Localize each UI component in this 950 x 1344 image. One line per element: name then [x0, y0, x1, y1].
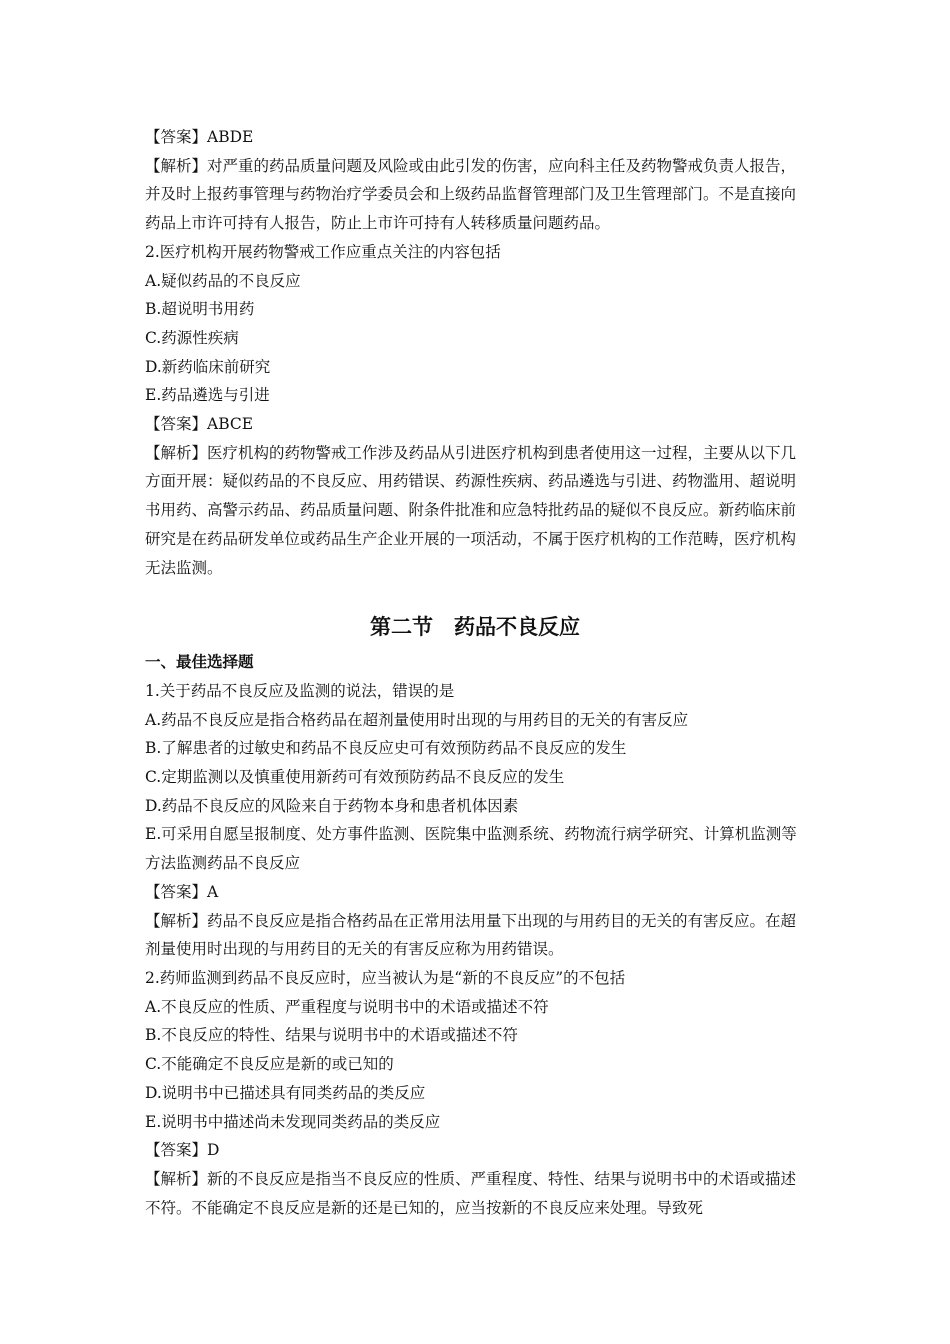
question-stem: 2.药师监测到药品不良反应时，应当被认为是“新的不良反应”的不包括 — [145, 968, 626, 987]
question-stem: 1.关于药品不良反应及监测的说法，错误的是 — [145, 681, 455, 700]
option-d: D.新药临床前研究 — [145, 357, 271, 376]
option-e: E.药品遴选与引进 — [145, 386, 270, 405]
option-c: C.药源性疾病 — [145, 328, 239, 347]
document-page — [145, 123, 805, 1222]
option-d: D.药品不良反应的风险来自于药物本身和患者机体因素 — [145, 796, 519, 815]
analysis-paragraph: 【解析】新的不良反应是指当不良反应的性质、严重程度、特性、结果与说明书中的术语或描述不符。不能确定不良反应是新的还是已知的，应当按新的不良反应来处理。导致死 — [145, 1169, 797, 1217]
option-d: D.说明书中已描述具有同类药品的类反应 — [145, 1083, 426, 1102]
analysis-paragraph: 【解析】对严重的药品质量问题及风险或由此引发的伤害，应向科主任及药物警戒负责人报告，并及时上报药事管理与药物治疗学委员会和上级药品监督管理部门及卫生管理部门。不是直接向药品上市许可持有人报告，防止上市许可持有人转移质量问题药品。 — [145, 156, 797, 233]
option-b: B.了解患者的过敏史和药品不良反应史可有效预防药品不良反应的发生 — [145, 739, 627, 758]
option-a: A.疑似药品的不良反应 — [145, 271, 301, 290]
answer-line: 【答案】ABCE — [145, 415, 254, 434]
answer-line: 【答案】ABDE — [145, 128, 254, 146]
subsection-title: 一、最佳选择题 — [145, 653, 254, 672]
analysis-paragraph: 【解析】医疗机构的药物警戒工作涉及药品从引进医疗机构到患者使用这一过程，主要从以下几方面开展：疑似药品的不良反应、用药错误、药源性疾病、药品遴选与引进、药物滥用、超说明书用药、高警示药品、药品质量问题、附条件批准和应急特批药品的疑似不良反应。新药临床前研究是在药品研发单位或药品生产企业开展的一项活动，不属于医疗机构的工作范畴，医疗机构无法监测。 — [145, 443, 797, 577]
option-a: A.药品不良反应是指合格药品在超剂量使用时出现的与用药目的无关的有害反应 — [145, 710, 689, 729]
option-e: E.说明书中描述尚未发现同类药品的类反应 — [145, 1112, 441, 1131]
answer-line: 【答案】D — [145, 1141, 220, 1160]
analysis-paragraph: 【解析】药品不良反应是指合格药品在正常用法用量下出现的与用药目的无关的有害反应。在超剂量使用时出现的与用药目的无关的有害反应称为用药错误。 — [145, 911, 797, 959]
option-c: C.不能确定不良反应是新的或已知的 — [145, 1055, 394, 1074]
option-b: B.不良反应的特性、结果与说明书中的术语或描述不符 — [145, 1026, 518, 1045]
option-e: E.可采用自愿呈报制度、处方事件监测、医院集中监测系统、药物流行病学研究、计算机监测等方法监测药品不良反应 — [145, 825, 797, 873]
section-title: 第二节 药品不良反应 — [370, 615, 580, 640]
option-a: A.不良反应的性质、严重程度与说明书中的术语或描述不符 — [145, 997, 549, 1016]
option-b: B.超说明书用药 — [145, 300, 255, 319]
question-stem: 2.医疗机构开展药物警戒工作应重点关注的内容包括 — [145, 242, 501, 261]
option-c: C.定期监测以及慎重使用新药可有效预防药品不良反应的发生 — [145, 768, 565, 787]
answer-line: 【答案】A — [145, 882, 219, 901]
